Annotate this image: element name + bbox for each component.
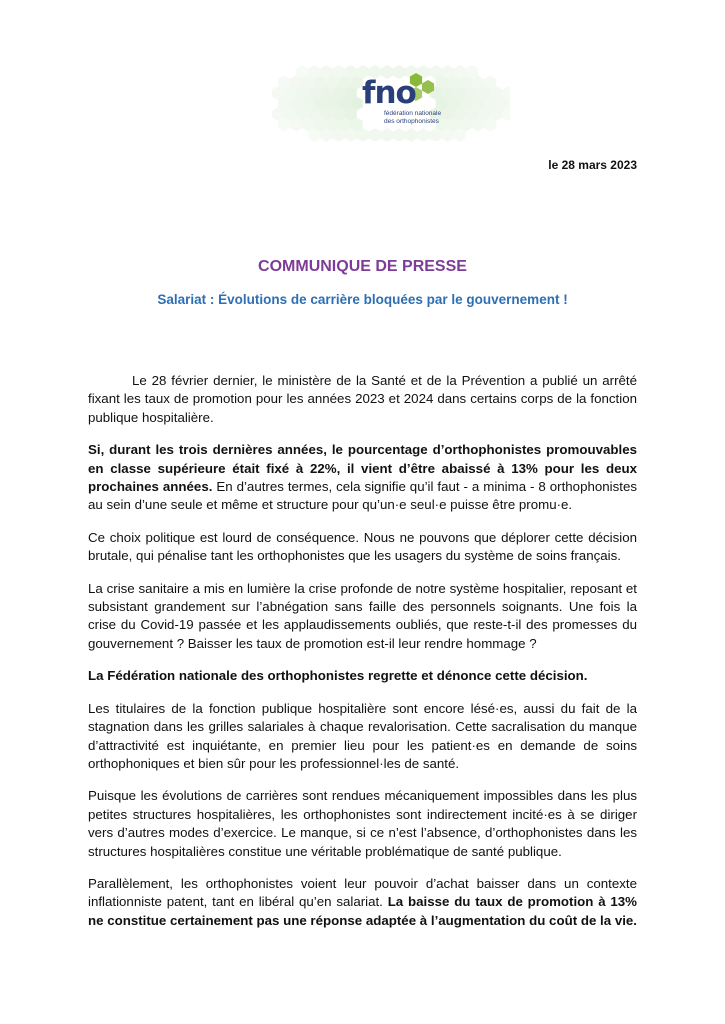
paragraph-6: Les titulaires de la fonction publique hospitalière sont encore lésé·es, aussi du fait de la stagnation dans les grilles salariales à chaque revalorisation. Cette sacralisation du manque d’attractivité est inquiétante, en premier lieu pour les patient·es en demande de soins orthophoniques et bien sûr pour les professionnel·les de santé. <box>88 700 637 771</box>
paragraph-8-start: Parallèlement, les orthophonistes voient leur pouvoir d’achat baisser dans un contexte inflationniste patent, tant en libéral qu’en salariat. <box>88 875 637 910</box>
paragraph-8 <box>88 875 637 930</box>
honeycomb-cell <box>393 128 405 142</box>
paragraph-4: La crise sanitaire a mis en lumière la crise profonde de notre système hospitalier, reposant et subsistant grandement sur l’abnégation sans faille des personnels soignants. Une fois la crise du Covid-19 passée et les applaudissements oubliés, que reste-t-il des promesses du gouvernement ? Baisser les taux de promotion est-il leur rendre hommage ? <box>88 580 637 651</box>
honeycomb-cell <box>381 128 393 142</box>
paragraph-2-rest: En d’autres termes, cela signifie qu’il faut - a minima - 8 orthophonistes au sein d’une seule et même et structure pour qu’un·e seul·e puisse être promu·e. <box>88 479 637 513</box>
paragraph-2 <box>88 441 637 515</box>
paragraph-5: La Fédération nationale des orthophonistes regrette et dénonce cette décision. <box>88 668 588 684</box>
paragraph-1: Le 28 février dernier, le ministère de la Santé et de la Prévention a publié un arrêté fixant les taux de promotion pour les années 2023 et 2024 dans certains corps de la fonction publique hospitalière. <box>88 373 637 425</box>
press-release-body <box>88 372 637 944</box>
logo-subtitle-line2: des orthophonistes <box>384 118 439 125</box>
paragraph-3: Ce choix politique est lourd de conséquence. Nous ne pouvons que déplorer cette décision brutale, qui pénalise tant les orthophonistes que les usagers du système de soins français. <box>88 529 637 564</box>
logo-subtitle <box>384 110 441 126</box>
logo-subtitle-line1: fédération nationale <box>384 110 442 117</box>
press-release-date: le 28 mars 2023 <box>548 158 637 172</box>
fno-logo <box>270 62 510 142</box>
page-title: COMMUNIQUE DE PRESSE <box>258 258 467 275</box>
page-subtitle: Salariat : Évolutions de carrière bloquées par le gouvernement ! <box>157 292 568 307</box>
logo-letters: fno <box>362 75 416 111</box>
paragraph-7: Puisque les évolutions de carrières sont rendues mécaniquement impossibles dans les plus petites structures hospitalières, les orthophonistes sont indirectement incité·es à se diriger vers d’autres modes d’exercice. Le manque, si ce n’est l’absence, d’orthophonistes dans les structures hospitalières constitue une véritable problématique de santé publique. <box>88 788 637 859</box>
paragraph-2-bold: Si, durant les trois dernières années, le pourcentage d’orthophonistes promouvables en classe supérieure était fixé à 22%, il vient d’être abaissé à 13% pour les deux prochaines années. <box>88 442 637 495</box>
logo-wordmark <box>362 75 416 111</box>
honeycomb-cell <box>405 128 417 142</box>
paragraph-8-bold: La baisse du taux de promotion à 13% ne constitue certainement pas une réponse adaptée à l’augmentation du coût de la vie. <box>88 894 637 928</box>
honeycomb-cell <box>417 128 429 142</box>
honeycomb-cell <box>369 128 381 142</box>
